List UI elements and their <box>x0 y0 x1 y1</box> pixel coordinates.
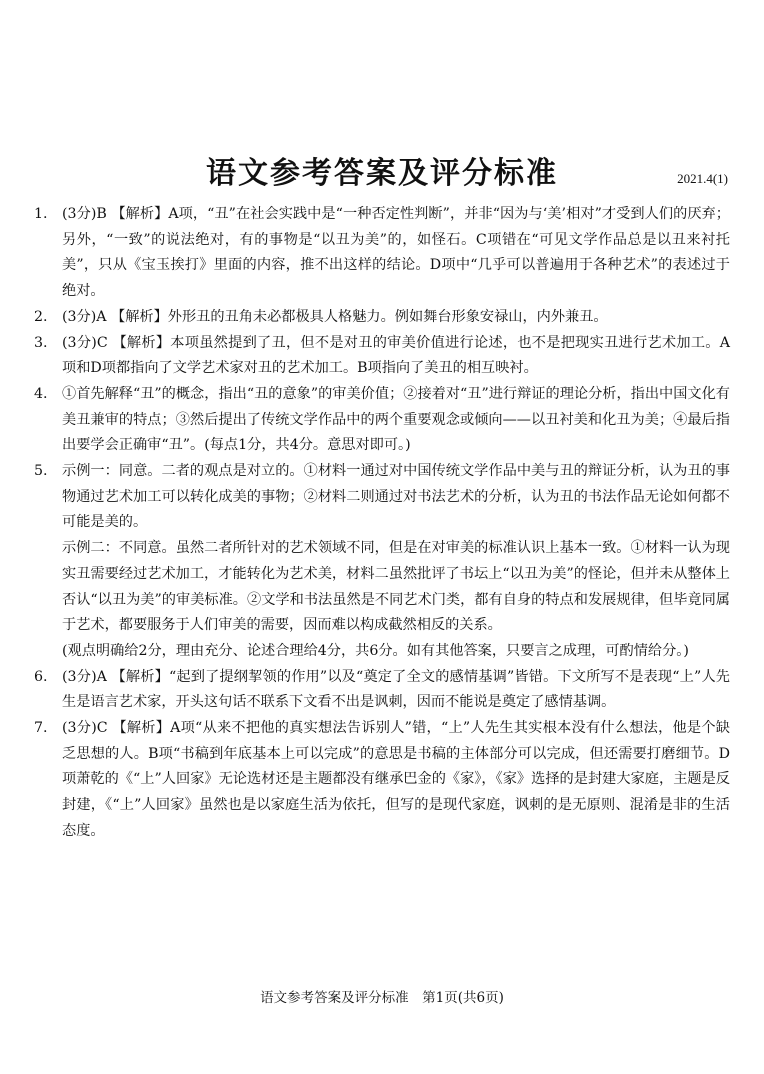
exam-code: 2021.4(1) <box>677 171 728 186</box>
scoring-note: (观点明确给2分，理由充分、论述合理给4分，共6分。如有其他答案，只要言之成理，可酌情给分。) <box>62 642 689 659</box>
answer-text: ①首先解释“丑”的概念，指出“丑的意象”的审美价值；②接着对“丑”进行辩证的理论分析，指出中国文化有美丑兼审的特点；③然后提出了传统文学作品中的两个重要观念或倾向——以丑衬美和化丑为美；④最后指出要学会正确审“丑”。(每点1分，共4分。意思对即可。) <box>62 385 730 454</box>
answer-text: (3分)B 【解析】A项，“丑”在社会实践中是“一种否定性判断”，并非“因为与‘美’相对”才受到人们的厌弃；另外，“一致”的说法绝对，有的事物是“以丑为美”的，如怪石。C项错在“可见文学作品总是以丑来衬托美”，只从《宝玉挨打》里面的内容，推不出这样的结论。D项中“几乎可以普遍用于各种艺术”的表述过于绝对。 <box>62 206 730 300</box>
answer-number: 5. <box>34 463 48 480</box>
page-title: 语文参考答案及评分标准 <box>206 156 558 191</box>
answer-text: (3分)A 【解析】外形丑的丑角未必都极具人格魅力。例如舞台形象安禄山，内外兼丑。 <box>62 308 608 325</box>
answer-example-2: 示例二：不同意。虽然二者所针对的艺术领域不同，但是在对审美的标准认识上基本一致。①材料一认为现实丑需要经过艺术加工，才能转化为艺术美，材料二虽然批评了书坛上“以丑为美”的怪论，但并未从整体上否认“以丑为美”的审美标准。②文学和书法虽然是不同艺术门类，都有自身的特点和发展规律，但毕竟同属于艺术，都要服务于人们审美的需要，因而难以构成截然相反的关系。 <box>62 540 730 634</box>
page-footer: 语文参考答案及评分标准 第1页(共6页) <box>260 990 504 1006</box>
answer-number: 3. <box>34 334 48 351</box>
answer-number: 2. <box>34 308 48 325</box>
answer-number: 6. <box>34 668 48 685</box>
answer-item-5 <box>34 459 730 536</box>
answer-item-2 <box>34 305 730 331</box>
answer-text: (3分)A 【解析】“起到了提纲挈领的作用”以及“奠定了全文的感情基调”皆错。下文所写不是表现“上”人先生是语言艺术家，开头这句话不联系下文看不出是讽刺，因而不能说是奠定了感情基调。 <box>62 668 730 711</box>
answer-number: 1. <box>34 206 48 222</box>
answer-list <box>34 202 730 845</box>
answer-number: 4. <box>34 385 48 402</box>
answer-text: 示例一：同意。二者的观点是对立的。①材料一通过对中国传统文学作品中美与丑的辩证分析，认为丑的事物通过艺术加工可以转化成美的事物；②材料二则通过对书法艺术的分析，认为丑的书法作品无论如何都不可能是美的。 <box>62 463 730 531</box>
answer-item-3 <box>34 331 730 382</box>
answer-item-7 <box>34 716 730 845</box>
answer-item-4 <box>34 382 730 459</box>
answer-number: 7. <box>34 720 48 737</box>
answer-text: (3分)C 【解析】本项虽然提到了丑，但不是对丑的审美价值进行论述，也不是把现实丑进行艺术加工。A项和D项都指向了文学艺术家对丑的艺术加工。B项指向了美丑的相互映衬。 <box>62 334 730 377</box>
answer-item-6 <box>34 665 730 716</box>
answer-item-1 <box>34 202 730 305</box>
answer-text: (3分)C 【解析】A项“从来不把他的真实想法告诉别人”错，“上”人先生其实根本没有什么想法，他是个缺乏思想的人。B项“书稿到年底基本上可以完成”的意思是书稿的主体部分可以完成，但还需要打磨细节。D项萧乾的《“上”人回家》无论选材还是主题都没有继承巴金的《家》，《家》选择的是封建大家庭，主题是反封建，《“上”人回家》虽然也是以家庭生活为依托，但写的是现代家庭，讽刺的是无原则、混淆是非的生活态度。 <box>62 720 730 839</box>
